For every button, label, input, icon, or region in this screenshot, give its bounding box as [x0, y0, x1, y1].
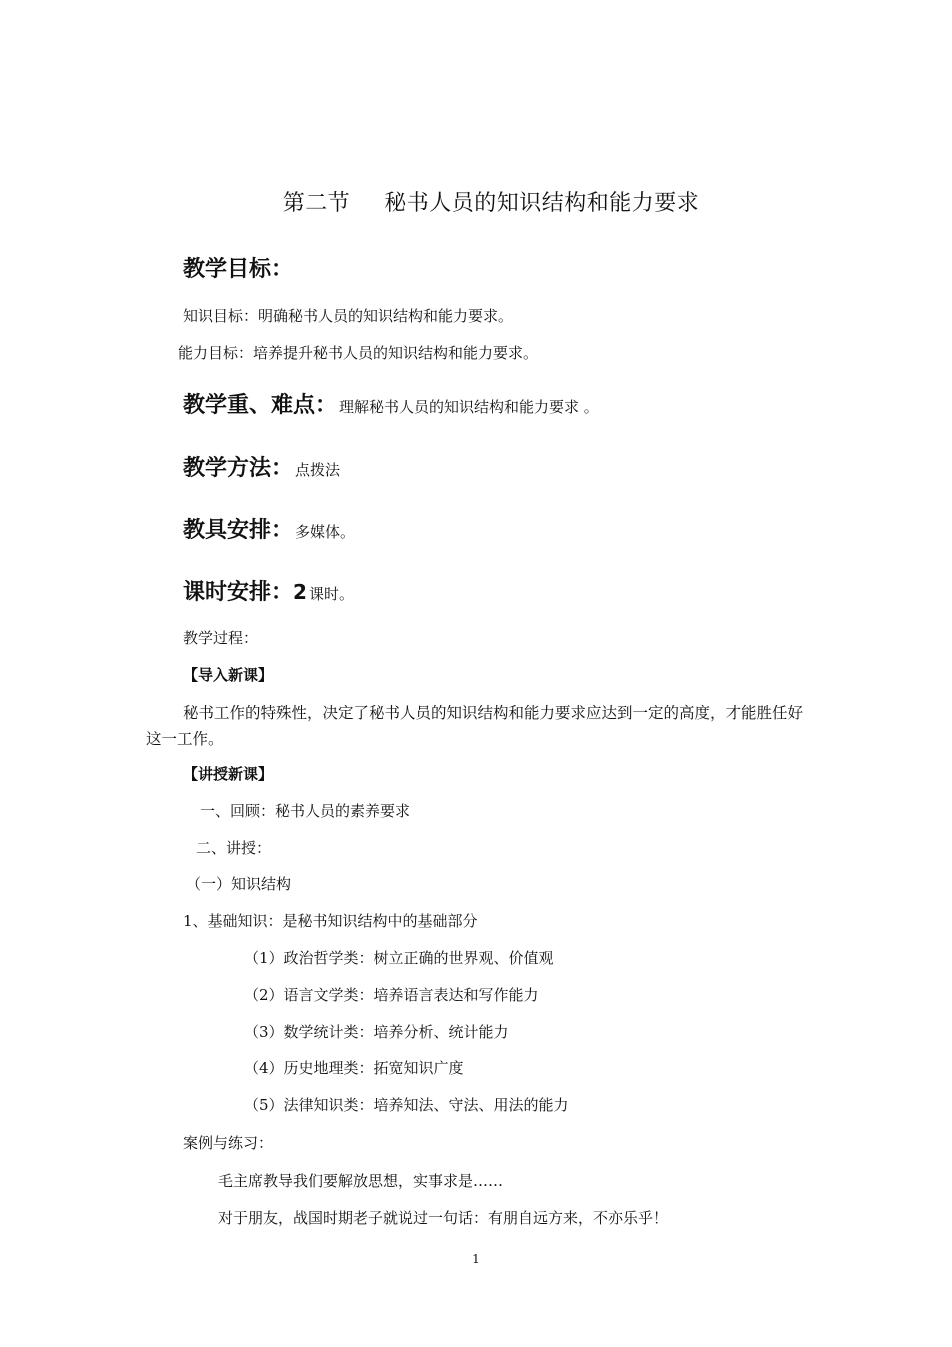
- hours-row: [183, 575, 354, 606]
- knowledge-structure-heading: （一）知识结构: [186, 875, 292, 893]
- method-row: [183, 451, 340, 482]
- practice-line: 对于朋友，战国时期老子就说过一句话：有朋自远方来，不亦乐乎！: [218, 1209, 669, 1227]
- category-item: （4）历史地理类：拓宽知识广度: [244, 1059, 464, 1077]
- ability-goal: 能力目标：培养提升秘书人员的知识结构和能力要求。: [178, 344, 539, 362]
- goals-heading: 教学目标：: [183, 257, 294, 282]
- practice-line: 毛主席教导我们要解放思想，实事求是……: [218, 1172, 504, 1190]
- knowledge-goal: 知识目标：明确秘书人员的知识结构和能力要求。: [183, 307, 514, 325]
- title-section: 第二节: [282, 191, 351, 216]
- key-points-row: [183, 388, 599, 419]
- intro-paragraph: 秘书工作的特殊性，决定了秘书人员的知识结构和能力要求应达到一定的高度，才能胜任好这一工作。: [146, 704, 804, 748]
- basic-knowledge-line: 1、基础知识：是秘书知识结构中的基础部分: [183, 912, 478, 930]
- tools-row: [183, 513, 355, 544]
- key-points-label: 教学重、难点：: [183, 393, 338, 418]
- category-item: （1）政治哲学类：树立正确的世界观、价值观: [244, 949, 554, 967]
- title-topic: 秘书人员的知识结构和能力要求: [384, 191, 700, 216]
- tools-label: 教具安排：: [183, 518, 294, 543]
- hours-value: 课时。: [308, 585, 354, 603]
- category-item: （5）法律知识类：培养知法、守法、用法的能力: [244, 1096, 569, 1114]
- category-item: （3）数学统计类：培养分析、统计能力: [244, 1023, 509, 1041]
- category-item: （2）语言文学类：培养语言表达和写作能力: [244, 986, 539, 1004]
- teach-line: 二、讲授：: [196, 839, 272, 857]
- review-line: 一、回顾：秘书人员的素养要求: [200, 802, 411, 820]
- practice-heading: 案例与练习：: [183, 1134, 274, 1152]
- page-number: 1: [472, 1252, 480, 1266]
- lecture-heading: 【讲授新课】: [183, 765, 274, 783]
- method-value: 点拨法: [295, 461, 341, 479]
- hours-label: 课时安排：: [183, 580, 294, 605]
- process-label: 教学过程：: [183, 629, 259, 647]
- tools-value: 多媒体。: [295, 523, 356, 541]
- hours-number: 2: [293, 580, 307, 604]
- intro-heading: 【导入新课】: [183, 666, 274, 684]
- page-title: [0, 186, 952, 217]
- key-points-value: 理解秘书人员的知识结构和能力要求 。: [339, 398, 599, 416]
- method-label: 教学方法：: [183, 456, 294, 481]
